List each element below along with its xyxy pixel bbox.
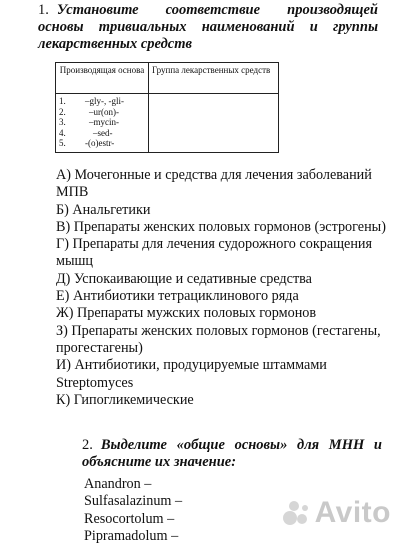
task-2-text: Выделите «общие основы» для МНН и объясните их значение: xyxy=(82,437,382,470)
list-item: Resocortolum – xyxy=(84,510,175,527)
groups-answer-cell[interactable] xyxy=(149,94,279,153)
list-item: Anandron – xyxy=(84,476,152,492)
table-row: 5. -(o)estr- xyxy=(59,138,115,148)
task-1-text: Установите соответствие производящей основы тривиальных наименований и группы лекарственных средств xyxy=(38,2,378,52)
task-1-heading xyxy=(38,2,378,53)
table-row: 1. –gly-, -gli- xyxy=(59,96,124,106)
list-item: Б) Анальгетики xyxy=(56,201,151,218)
table-row: 2. –ur(on)- xyxy=(59,106,119,117)
table-row: 3. –mycin- xyxy=(59,117,119,127)
list-item: Е) Антибиотики тетрациклинового ряда xyxy=(56,288,299,305)
terms-list xyxy=(84,476,182,545)
table-row: 4. –sed- xyxy=(59,127,113,138)
list-item: А) Мочегонные и средства для лечения заболеваний МПВ xyxy=(56,167,372,201)
task-1-number: 1. xyxy=(38,2,49,18)
list-item: В) Препараты женских половых гормонов (эстрогены) xyxy=(56,218,386,235)
list-item: З) Препараты женских половых гормонов (гестагены, прогестагены) xyxy=(56,322,381,356)
watermark-text: Avito xyxy=(314,496,391,529)
drug-groups-list xyxy=(56,167,386,409)
matching-table xyxy=(55,62,279,153)
avito-logo-icon xyxy=(281,498,311,528)
list-item: Ж) Препараты мужских половых гормонов xyxy=(56,305,317,322)
list-item: К) Гипогликемические xyxy=(56,391,194,408)
task-2-number: 2. xyxy=(82,437,93,453)
list-item: Pipramadolum – xyxy=(84,527,179,544)
avito-watermark xyxy=(281,496,391,530)
list-item: Г) Препараты для лечения судорожного сокращения мышц xyxy=(56,236,373,270)
list-item: Д) Успокаивающие и седативные средства xyxy=(56,270,312,287)
column-header-group: Группа лекарственных средств xyxy=(149,63,279,94)
bases-cell xyxy=(56,94,149,153)
task-2-heading xyxy=(82,437,382,471)
list-item: Sulfasalazinum – xyxy=(84,493,183,510)
list-item: И) Антибиотики, продуцируемые штаммами Streptomyces xyxy=(56,357,327,391)
column-header-base: Производящая основа xyxy=(56,63,149,94)
